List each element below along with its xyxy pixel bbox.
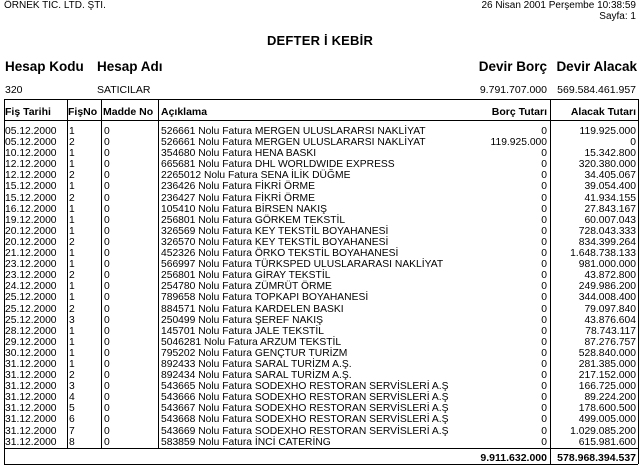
row-description: 789658 Nolu Fatura TOPKAPI BOYAHANESİ [161,292,369,304]
table-bottom-rule [4,464,638,465]
row-fis-no: 4 [69,392,75,404]
row-fis-no: 1 [69,358,75,370]
row-fis-no: 2 [69,370,75,382]
totals-rule [4,448,638,449]
row-credit: 166.725.000 [578,381,636,393]
row-madde-no: 0 [104,270,110,282]
row-madde-no: 0 [104,303,110,315]
ledger-row [0,159,640,170]
row-madde-no: 0 [104,137,110,149]
row-fis-no: 6 [69,414,75,426]
row-fis-no: 5 [69,403,75,415]
row-credit: 119.925.000 [579,126,636,137]
row-credit: 79.097.840 [584,303,636,315]
row-credit: 41.934.155 [584,192,636,204]
row-date: 12.12.2000 [5,159,57,171]
row-date: 24.12.2000 [5,281,57,293]
row-credit: 87.276.757 [584,336,636,348]
ledger-row [0,204,640,215]
row-description: 526661 Nolu Fatura MERGEN ULUSLARARSI NAKLİYAT [161,137,426,149]
row-description: 566997 Nolu Fatura TÜRKSPED ULUSLARARASI NAKLİYAT [161,259,444,271]
row-madde-no: 0 [104,214,110,226]
row-description: 326569 Nolu Fatura KEY TEKSTİL BOYAHANESİ [161,225,389,237]
row-debit: 0 [541,325,547,337]
row-fis-no: 2 [69,192,75,204]
row-description: 254780 Nolu Fatura ZÜMRÜT ÖRME [161,281,332,293]
row-madde-no: 0 [104,192,110,204]
row-fis-no: 1 [69,347,75,359]
row-madde-no: 0 [104,170,110,182]
row-debit: 0 [541,236,547,248]
report-title: DEFTER İ KEBİR [266,33,374,48]
row-debit: 0 [541,314,547,326]
row-madde-no: 0 [104,314,110,326]
ledger-row [0,148,640,159]
ledger-row [0,248,640,259]
row-debit: 0 [541,270,547,282]
ledger-row [0,426,640,437]
row-fis-no: 1 [69,281,75,293]
row-debit: 0 [541,126,547,137]
row-date: 29.12.2000 [5,336,57,348]
ledger-row [0,370,640,381]
row-description: 892434 Nolu Fatura SARAL TURİZM A.Ş. [161,370,352,382]
ledger-row [0,348,640,359]
row-description: 543668 Nolu Fatura SODEXHO RESTORAN SERVİSLERİ A.Ş [161,414,449,426]
row-fis-no: 1 [69,248,75,260]
ledger-row [0,215,640,226]
row-date: 31.12.2000 [5,381,57,393]
row-madde-no: 0 [104,436,110,448]
row-debit: 0 [541,281,547,293]
row-madde-no: 0 [104,148,110,160]
ledger-row [0,437,640,448]
row-date: 16.12.2000 [5,203,57,215]
row-madde-no: 0 [104,370,110,382]
row-date: 31.12.2000 [5,403,57,415]
row-madde-no: 0 [104,403,110,415]
carry-debit-label: Devir Borç [478,59,547,74]
row-debit: 0 [541,436,547,448]
row-debit: 0 [541,370,547,382]
carry-credit-value: 569.584.461.957 [557,84,636,96]
column-header-debit: Borç Tutarı [491,106,547,118]
ledger-row [0,270,640,281]
row-credit: 615.981.600 [578,436,636,448]
row-madde-no: 0 [104,236,110,248]
print-date: 26 Nisan 2001 Perşembe 10:38:59 [481,0,636,11]
company-name: ÖRNEK TİC. LTD. ŞTİ. [4,0,106,11]
row-date: 25.12.2000 [5,292,57,304]
row-date: 21.12.2000 [5,248,57,260]
row-madde-no: 0 [104,392,110,404]
ledger-rows [0,126,640,448]
carry-credit-label: Devir Alacak [556,59,637,74]
row-description: 665681 Nolu Fatura DHL WORLDWIDE EXPRESS [161,159,395,171]
row-date: 05.12.2000 [5,126,57,137]
ledger-row [0,359,640,370]
row-debit: 0 [541,225,547,237]
row-fis-no: 2 [69,303,75,315]
row-credit: 981.000.000 [578,259,636,271]
header-bottom-rule [4,120,638,121]
row-description: 543666 Nolu Fatura SODEXHO RESTORAN SERVİSLERİ A.Ş [161,392,449,404]
ledger-row [0,281,640,292]
total-debit: 9.911.632.000 [480,452,547,464]
ledger-row [0,304,640,315]
carry-debit-value: 9.791.707.000 [479,84,547,96]
row-fis-no: 1 [69,336,75,348]
row-madde-no: 0 [104,225,110,237]
ledger-row [0,292,640,303]
row-date: 15.12.2000 [5,192,57,204]
row-fis-no: 1 [69,203,75,215]
row-madde-no: 0 [104,203,110,215]
row-credit: 178.600.500 [578,403,636,415]
ledger-row [0,326,640,337]
row-date: 23.12.2000 [5,270,57,282]
row-credit: 344.008.400 [578,292,636,304]
row-debit: 0 [541,148,547,160]
ledger-row [0,414,640,425]
row-description: 236427 Nolu Fatura FİKRİ ÖRME [161,192,315,204]
table-top-rule [4,99,638,100]
ledger-row [0,381,640,392]
row-description: 250499 Nolu Fatura ŞEREF NAKIŞ [161,314,323,326]
row-fis-no: 1 [69,181,75,193]
row-description: 543667 Nolu Fatura SODEXHO RESTORAN SERVİSLERİ A.Ş [161,403,449,415]
ledger-row [0,403,640,414]
row-fis-no: 1 [69,214,75,226]
row-debit: 0 [541,192,547,204]
row-debit: 0 [541,347,547,359]
page-number: Sayfa: 1 [599,11,636,22]
row-date: 15.12.2000 [5,181,57,193]
row-debit: 0 [541,381,547,393]
row-credit: 320.380.000 [578,159,636,171]
row-credit: 27.843.167 [584,203,636,215]
row-date: 25.12.2000 [5,314,57,326]
row-description: 145701 Nolu Fatura JALE TEKSTİL [161,325,324,337]
row-date: 19.12.2000 [5,214,57,226]
row-madde-no: 0 [104,126,110,137]
row-debit: 0 [541,181,547,193]
row-date: 31.12.2000 [5,392,57,404]
row-debit: 119.925.000 [490,137,547,149]
row-description: 326570 Nolu Fatura KEY TEKSTİL BOYAHANESİ [161,236,389,248]
row-credit: 249.986.200 [578,281,636,293]
row-credit: 0 [630,137,636,149]
row-description: 354680 Nolu Fatura HENA BASKI [161,148,317,160]
row-credit: 528.840.000 [578,347,636,359]
row-madde-no: 0 [104,358,110,370]
row-fis-no: 1 [69,259,75,271]
ledger-row [0,170,640,181]
row-description: 5046281 Nolu Fatura ARZUM TEKSTİL [161,336,342,348]
row-fis-no: 3 [69,314,75,326]
row-debit: 0 [541,403,547,415]
column-header-madde-no: Madde No [103,106,154,118]
row-fis-no: 1 [69,292,75,304]
row-madde-no: 0 [104,325,110,337]
row-madde-no: 0 [104,248,110,260]
account-name: SATICILAR [97,84,151,96]
row-credit: 60.007.043 [584,214,636,226]
row-debit: 0 [541,358,547,370]
row-credit: 499.005.000 [578,414,636,426]
row-description: 526661 Nolu Fatura MERGEN ULUSLARARSI NAKLİYAT [161,126,426,137]
row-description: 795202 Nolu Fatura GENÇTUR TURİZM [161,347,348,359]
ledger-row [0,193,640,204]
row-description: 884571 Nolu Fatura KARDELEN BASKI [161,303,344,315]
ledger-row [0,126,640,137]
row-fis-no: 2 [69,236,75,248]
row-description: 256801 Nolu Fatura GİRAY TEKSTİL [161,270,331,282]
row-date: 31.12.2000 [5,436,57,448]
total-credit: 578.968.394.537 [557,452,636,464]
row-description: 236426 Nolu Fatura FİKRİ ÖRME [161,181,315,193]
row-credit: 89.224.200 [584,392,636,404]
row-fis-no: 1 [69,225,75,237]
row-description: 583859 Nolu Fatura İNCİ CATERİNG [161,436,331,448]
row-debit: 0 [541,248,547,260]
row-description: 452326 Nolu Fatura ÖRKO TEKSTİL BOYAHANESİ [161,248,399,260]
column-header-credit: Alacak Tutarı [570,106,636,118]
column-header-date: Fiş Tarihi [5,106,51,118]
row-fis-no: 2 [69,137,75,149]
ledger-row [0,226,640,237]
row-date: 30.12.2000 [5,347,57,359]
print-info [481,0,636,22]
row-fis-no: 8 [69,436,75,448]
row-date: 23.12.2000 [5,259,57,271]
row-fis-no: 1 [69,126,75,137]
row-credit: 34.405.067 [584,170,636,182]
row-madde-no: 0 [104,159,110,171]
row-debit: 0 [541,425,547,437]
row-madde-no: 0 [104,281,110,293]
row-debit: 0 [541,170,547,182]
row-date: 31.12.2000 [5,414,57,426]
column-header-fis-no: FişNo [68,106,98,118]
row-madde-no: 0 [104,347,110,359]
ledger-row [0,337,640,348]
row-credit: 43.872.800 [584,270,636,282]
row-credit: 39.054.400 [584,181,636,193]
row-description: 543665 Nolu Fatura SODEXHO RESTORAN SERVİSLERİ A.Ş [161,381,449,393]
row-credit: 217.152.000 [578,370,636,382]
row-madde-no: 0 [104,336,110,348]
row-fis-no: 1 [69,148,75,160]
row-debit: 0 [541,414,547,426]
row-madde-no: 0 [104,292,110,304]
row-credit: 78.743.117 [585,325,636,337]
row-debit: 0 [541,203,547,215]
row-fis-no: 7 [69,425,75,437]
ledger-row [0,181,640,192]
ledger-row [0,237,640,248]
row-date: 10.12.2000 [5,148,57,160]
row-credit: 728.043.333 [578,225,636,237]
row-fis-no: 2 [69,170,75,182]
row-description: 256801 Nolu Fatura GÖRKEM TEKSTİL [161,214,346,226]
row-date: 12.12.2000 [5,170,57,182]
row-date: 05.12.2000 [5,137,57,149]
account-name-label: Hesap Adı [97,59,163,74]
ledger-row [0,259,640,270]
row-debit: 0 [541,336,547,348]
ledger-row [0,315,640,326]
row-debit: 0 [541,259,547,271]
account-code: 320 [5,84,23,96]
row-debit: 0 [541,159,547,171]
row-fis-no: 3 [69,381,75,393]
row-date: 28.12.2000 [5,325,57,337]
row-fis-no: 1 [69,325,75,337]
row-description: 543669 Nolu Fatura SODEXHO RESTORAN SERVİSLERİ A.Ş [161,425,449,437]
row-date: 31.12.2000 [5,358,57,370]
row-madde-no: 0 [104,425,110,437]
row-credit: 834.399.264 [578,236,636,248]
ledger-row [0,392,640,403]
row-date: 25.12.2000 [5,303,57,315]
row-madde-no: 0 [104,181,110,193]
row-debit: 0 [541,292,547,304]
row-credit: 1.029.085.200 [570,425,636,437]
ledger-row [0,137,640,148]
row-debit: 0 [541,303,547,315]
row-date: 20.12.2000 [5,225,57,237]
row-madde-no: 0 [104,259,110,271]
row-debit: 0 [541,392,547,404]
row-date: 31.12.2000 [5,425,57,437]
row-madde-no: 0 [104,414,110,426]
row-credit: 281.385.000 [578,358,636,370]
row-credit: 1.648.738.133 [570,248,636,260]
account-code-label: Hesap Kodu [5,59,84,74]
row-description: 892433 Nolu Fatura SARAL TURİZM A.Ş. [161,358,352,370]
row-credit: 43.876.604 [584,314,636,326]
row-credit: 15.342.800 [584,148,636,160]
row-date: 31.12.2000 [5,370,57,382]
column-header-description: Açıklama [161,106,208,118]
row-madde-no: 0 [104,381,110,393]
row-description: 105410 Nolu Fatura BİRSEN NAKIŞ [161,203,327,215]
row-fis-no: 1 [69,159,75,171]
row-date: 20.12.2000 [5,236,57,248]
row-debit: 0 [541,214,547,226]
row-description: 2265012 Nolu Fatura SENA İLİK DÜĞME [161,170,351,182]
row-fis-no: 2 [69,270,75,282]
